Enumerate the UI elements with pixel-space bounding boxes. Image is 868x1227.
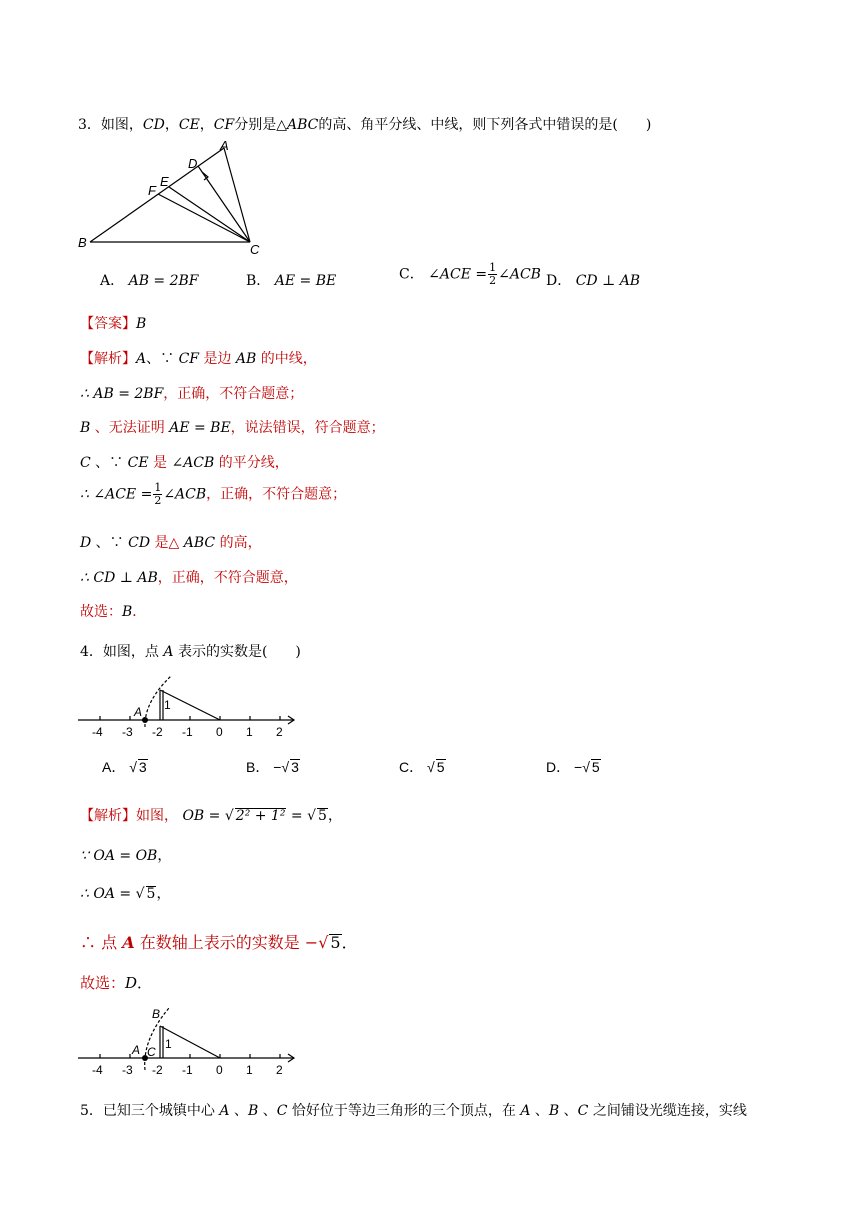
q4-option-c: C． √ 5	[399, 759, 445, 775]
tick-label: 1	[246, 1063, 253, 1076]
tick-label: -3	[122, 1063, 133, 1076]
label-F: F	[148, 183, 156, 198]
q4-stem: 4．如图，点 A 表示的实数是( )	[80, 644, 301, 660]
tick-label: 1	[246, 725, 253, 739]
label-C: C	[147, 1045, 156, 1059]
label-C: C	[250, 242, 260, 257]
label-E: E	[160, 174, 169, 189]
q3-analysis-line-2: ∴ AB = 2BF，正确，不符合题意；	[80, 386, 304, 402]
q3-answer: 【答案】B	[80, 316, 147, 332]
q3-choice: 故选：B．	[80, 604, 147, 620]
q3-analysis-line-5: ∴ ∠ACE = $\frac{1}{2}$ ∠ACB，正确，不符合题意；	[80, 481, 347, 507]
q4-option-a: A． √ 3	[102, 759, 147, 775]
label-A: A	[134, 705, 143, 719]
q3-option-c: C． ∠ACE = $\frac{1}{2}$ ∠ACB	[399, 261, 541, 287]
label-A: A	[220, 138, 229, 153]
q4-option-b: B． −√ 3	[246, 759, 299, 775]
tick-label: -1	[182, 725, 193, 739]
q3-analysis-line-4: C 、∵ CE 是 ∠ACB 的平分线，	[80, 455, 289, 471]
q3-stem: 3．如图，CD，CE，CF分别是△ABC的高、角平分线、中线，则下列各式中错误的是( )	[78, 117, 652, 133]
q3-analysis-line-7: ∴ CD ⊥ AB，正确，不符合题意，	[80, 570, 298, 586]
q4-analysis-line-1: 【解析】如图， OB = √ 2² + 1² = √ 5，	[80, 808, 342, 824]
q4-number-line-figure-2	[76, 1004, 302, 1076]
q4-option-d: D． −√ 5	[546, 759, 600, 775]
q4-choice: 故选：D．	[80, 974, 153, 992]
tick-label: 2	[276, 1063, 283, 1076]
q3-analysis-line-3: B 、无法证明 AE = BE，说法错误，符合题意；	[80, 420, 385, 436]
tick-label: -1	[182, 1063, 193, 1076]
q3-option-d: D． CD ⊥ AB	[546, 273, 641, 289]
label-B: B	[152, 1007, 161, 1021]
q3-analysis-line-6: D 、∵ CD 是△ ABC 的高，	[80, 535, 262, 551]
label-1: 1	[164, 698, 171, 712]
tick-label: -3	[122, 725, 133, 739]
tick-label: -2	[152, 725, 163, 739]
tick-label: 2	[276, 725, 283, 739]
label-B: B	[78, 235, 87, 250]
tick-label: -2	[152, 1063, 163, 1076]
q4-number-line-figure-1	[76, 672, 302, 740]
tick-label: -4	[92, 725, 103, 739]
q3-triangle-figure	[76, 136, 276, 258]
q3-option-a: A． AB = 2BF	[100, 273, 199, 289]
label-A: A	[132, 1043, 141, 1057]
q4-analysis-line-3: ∴ OA = √ 5，	[80, 886, 171, 902]
q4-analysis-line-4: ∴ 点 A 在数轴上表示的实数是 −√ 5．	[80, 933, 358, 952]
label-D: D	[188, 156, 198, 171]
q4-analysis-line-2: ∵ OA = OB，	[80, 848, 172, 864]
tick-label: 0	[216, 1063, 223, 1076]
q5-stem: 5．已知三个城镇中心 A 、B 、C 恰好位于等边三角形的三个顶点，在 A 、B 、C 之间铺设光缆连接，实线	[80, 1103, 747, 1119]
q3-analysis-line-1: 【解析】A、∵ CF 是边 AB 的中线，	[80, 351, 317, 367]
tick-label: 0	[216, 725, 223, 739]
tick-label: -4	[92, 1063, 103, 1076]
label-1: 1	[165, 1037, 172, 1051]
q3-option-b: B． AE = BE	[246, 273, 337, 289]
